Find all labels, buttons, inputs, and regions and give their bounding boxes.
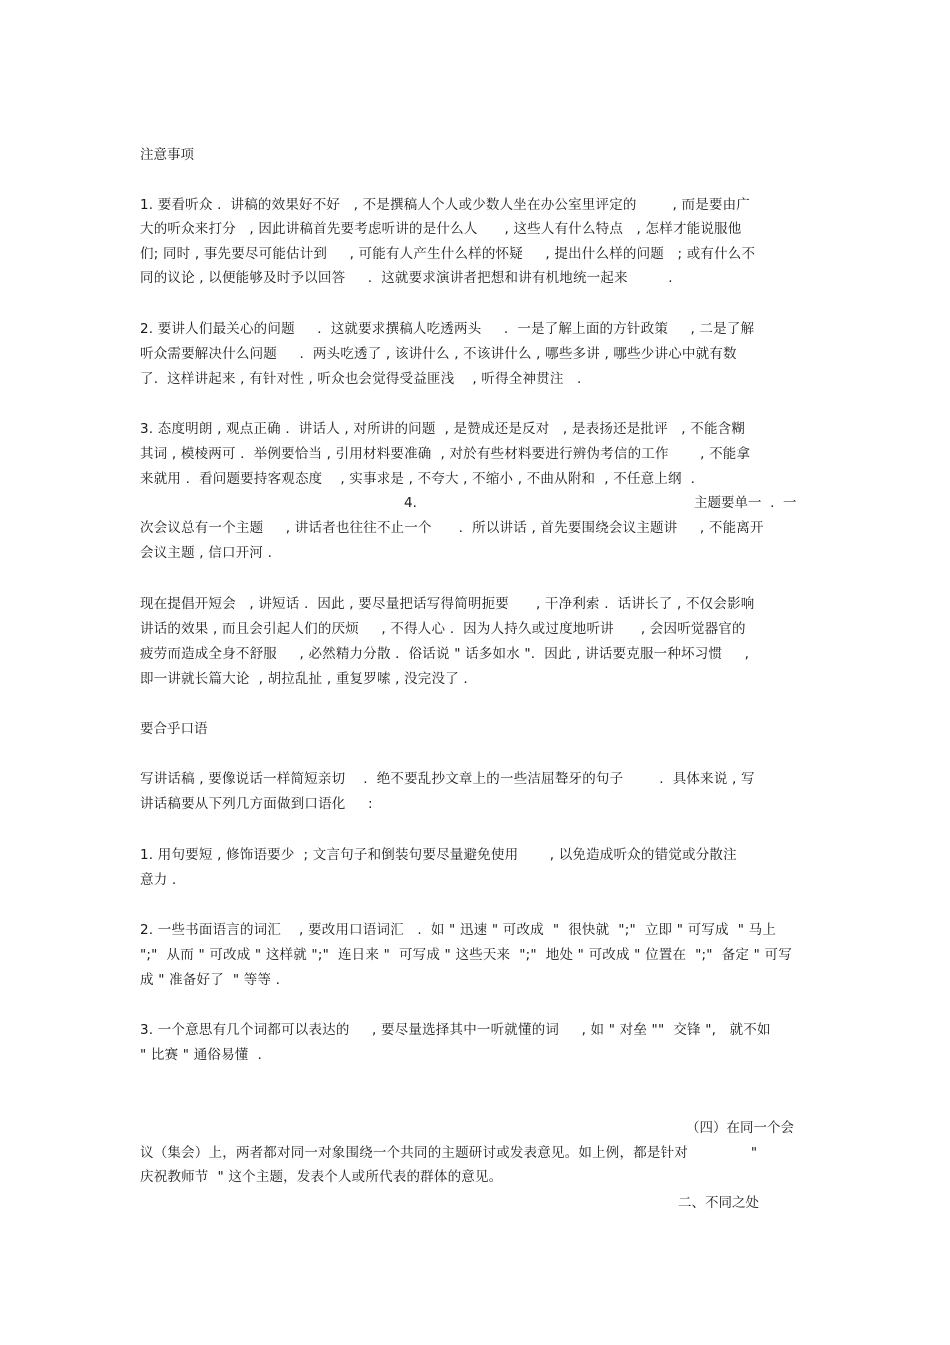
paragraph-7-line-2: 意力 .	[140, 872, 177, 888]
paragraph-8-line-3: 成 " 准备好了 " 等等 .	[140, 972, 281, 988]
paragraph-6-line-2: 讲话稿要从下列几方面做到口语化 :	[140, 796, 373, 812]
paragraph-6-line-1: 写讲话稿 , 要像说话一样简短亲切 . 绝不要乱抄文章上的一些洁屈聱牙的句子 . 具体来说 , 写	[140, 771, 755, 787]
paragraph-2-line-3: 了. 这样讲起来 , 有针对性 , 听众也会觉得受益匪浅 , 听得全神贯注 .	[140, 371, 582, 387]
paragraph-8-line-1: 2. 一些书面语言的词汇 , 要改用口语词汇 . 如 " 迅速 " 可改成 " 很快就 ";" 立即 " 可写成 " 马上	[140, 922, 777, 938]
paragraph-2-line-2: 听众需要解决什么问题 . 两头吃透了 , 该讲什么 , 不该讲什么 , 哪些多讲 , 哪些少讲心中就有数	[140, 346, 737, 362]
paragraph-8-line-2: ";" 从而 " 可改成 " 这样就 ";" 连日来 " 可写成 " 这些天来 ";" 地处 " 可改成 " 位置在 ";" 备定 " 可写	[140, 947, 792, 963]
document-title: 注意事项	[140, 147, 194, 163]
section-heading-oral: 要合乎口语	[140, 721, 208, 737]
paragraph-10-line-2: 庆祝教师节 " 这个主题，发表个人或所代表的群体的意见。	[140, 1169, 503, 1185]
paragraph-1-line-4: 同的议论 , 以便能够及时予以回答 . 这就要求演讲者把想和讲有机地统一起来 .	[140, 270, 673, 286]
paragraph-3-line-2: 其词 , 模棱两可 . 举例要恰当 , 引用材料要准确 , 对於有些材料要进行辨伪考信的工作 , 不能拿	[140, 446, 751, 462]
paragraph-9-line-1: 3. 一个意思有几个词都可以表达的 , 要尽量选择其中一听就懂的词 , 如 " 对垒 "" 交锋 ", 就不如	[140, 1022, 771, 1038]
paragraph-5-line-4: 即一讲就长篇大论 , 胡拉乱扯 , 重复罗嗦 , 没完没了 .	[140, 671, 468, 687]
paragraph-7-line-1: 1. 用句要短 , 修饰语要少 ; 文言句子和倒装句要尽量避免使用 , 以免造成听众的错觉或分散注	[140, 847, 737, 863]
paragraph-4-line-1: 次会议总有一个主题 , 讲话者也往往不止一个 . 所以讲话 , 首先要围绕会议主题讲 , 不能离开	[140, 520, 764, 536]
item-4-heading-fragment: 主题要单一 . 一	[694, 495, 797, 511]
paragraph-5-line-1: 现在提倡开短会 , 讲短话 . 因此 , 要尽量把话写得简明扼要 , 干净利索 . 话讲长了 , 不仅会影响	[140, 596, 755, 612]
item-number-4: 4.	[404, 495, 417, 511]
paragraph-3-line-1: 3. 态度明朗 , 观点正确 . 讲话人 , 对所讲的问题 , 是赞成还是反对 , 是表扬还是批评 , 不能含糊	[140, 421, 746, 437]
section-four-heading: （四）在同一个会	[686, 1120, 794, 1136]
paragraph-1-line-2: 大的听众来打分 , 因此讲稿首先要考虑听讲的是什么人 , 这些人有什么特点 , 怎样才能说服他	[140, 221, 742, 237]
paragraph-5-line-3: 疲劳而造成全身不舒服 , 必然精力分散 . 俗话说 " 话多如水 ". 因此 , 讲话要克服一种坏习惯 ,	[140, 646, 750, 662]
section-heading-differences: 二、不同之处	[678, 1195, 759, 1211]
paragraph-1-line-3: 们; 同时 , 事先要尽可能估计到 , 可能有人产生什么样的怀疑 , 提出什么样的问题 ; 或有什么不	[140, 246, 756, 262]
paragraph-1-line-1: 1. 要看听众 . 讲稿的效果好不好 , 不是撰稿人个人或少数人坐在办公室里评定的 , 而是要由广	[140, 197, 751, 213]
paragraph-4-line-2: 会议主题 , 信口开河 .	[140, 545, 273, 561]
paragraph-10-line-1: 议（集会）上，两者都对同一对象围绕一个共同的主题研讨或发表意见。如上例，都是针对 "	[140, 1145, 758, 1161]
paragraph-3-line-3: 来就用 . 看问题要持客观态度 , 实事求是 , 不夸大 , 不缩小 , 不曲从附和 , 不任意上纲 .	[140, 471, 696, 487]
paragraph-2-line-1: 2. 要讲人们最关心的问题 . 这就要求撰稿人吃透两头 . 一是了解上面的方针政策 , 二是了解	[140, 321, 755, 337]
paragraph-9-line-2: " 比赛 " 通俗易懂 .	[140, 1047, 262, 1063]
paragraph-5-line-2: 讲话的效果 , 而且会引起人们的厌烦 , 不得人心 . 因为人持久或过度地听讲 , 会因听觉器官的	[140, 621, 746, 637]
